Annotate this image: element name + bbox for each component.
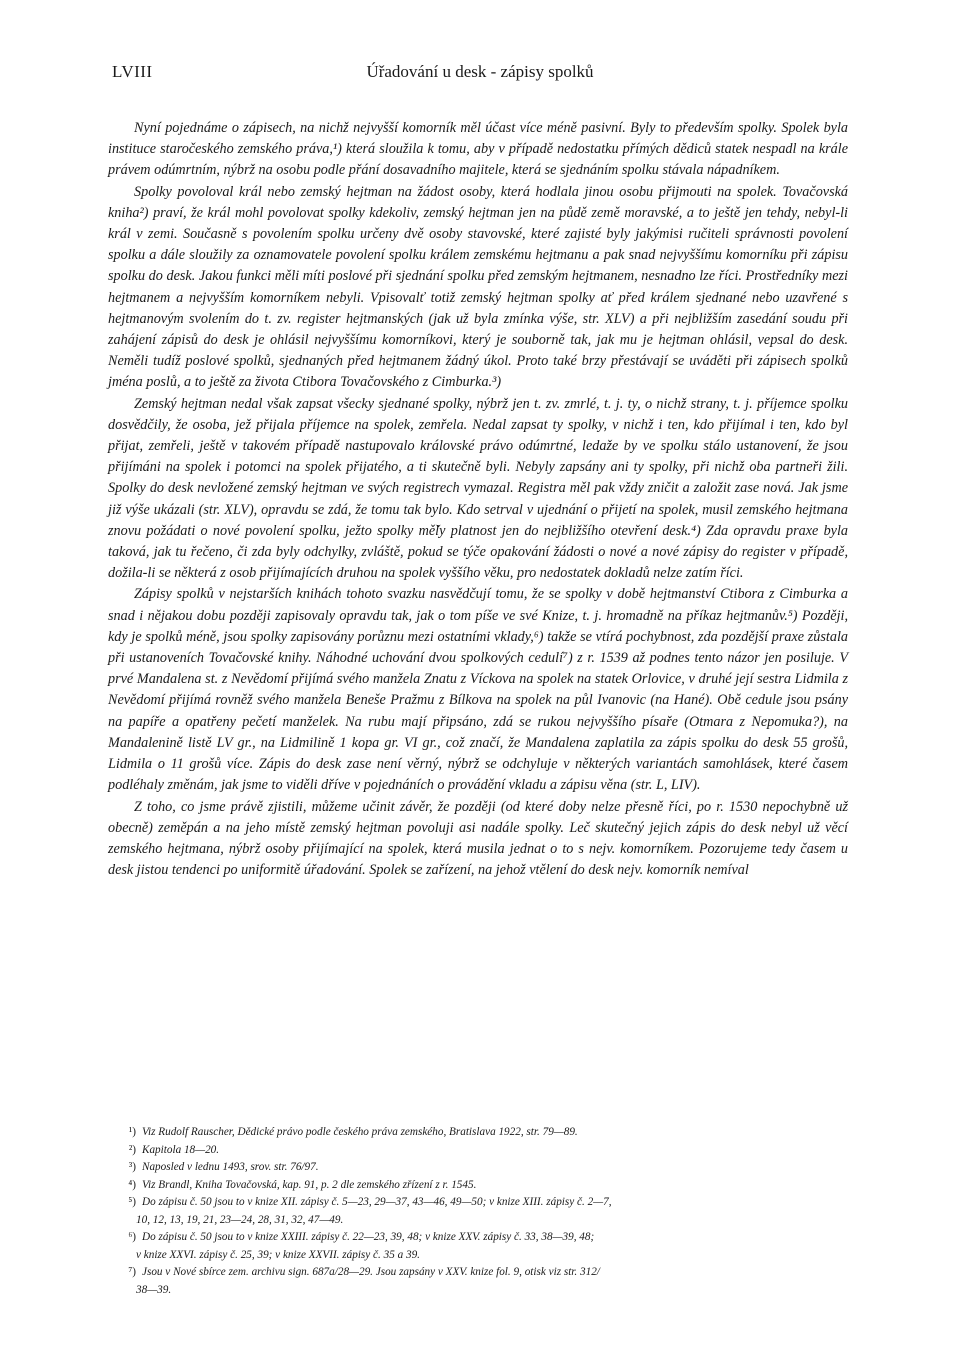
footnote xyxy=(108,1124,848,1142)
page-number: LVIII xyxy=(112,62,153,81)
paragraph: Nyní pojednáme o zápisech, na nichž nejvyšší komorník měl účast více méně pasivní. Byly to především spolky. Spolek byla instituce staročeského zemského práva,¹) která sloužila k tomu, aby v případě nedostatku přímých dědiců statek nespadl na krále právem odúmrtním, nýbrž na osobu podle přání dosavadního majitele, která se sjednáním spolku stávala nápadníkem. xyxy=(108,120,848,179)
footnote-continuation: 10, 12, 13, 19, 21, 23—24, 28, 31, 32, 47—49. xyxy=(136,1213,344,1226)
footnote-continuation: v knize XXVI. zápisy č. 25, 39; v knize XXVII. zápisy č. 35 a 39. xyxy=(136,1248,420,1261)
footnote-mark: ⁶) xyxy=(128,1231,136,1243)
footnote-text: Viz Brandl, Kniha Tovačovská, kap. 91, p. 2 dle zemského zřízení z r. 1545. xyxy=(142,1178,477,1191)
footnote-text: Viz Rudolf Rauscher, Dědické právo podle českého práva zemského, Bratislava 1922, str. 79—89. xyxy=(142,1126,578,1138)
paragraph: Zápisy spolků v nejstarších knihách tohoto svazku nasvědčují tomu, že se spolky v době hejtmanství Ctibora z Cimburka a snad i nějakou dobu později zapisovaly opravdu tak, jak o tom píše ve své Knize, t. j. hromadně na příkaz hejtmanův.⁵) Později, kdy je spolků méně, jsou spolky zapisovány porůznu mezi ostatními vklady,⁶) takže se vtírá pochybnost, zda pozdější praxe zůstala při ustanoveních Tovačovské knihy. Náhodné uchování dvou spolkových cedulí⁷) z r. 1539 až podnes tento názor jen posiluje. V prvé Mandalena st. z Nevědomí přijímá svého manžela Znatu z Víckova na spolek na statek Orlovice, v druhé její sestra Lidmila z Nevědomí přijímá rovněž svého manžela Beneše Pražmu z Bílkova na spolek na půl Ivanovic (na Hané). Obě cedule jsou psány na papíře a opatřeny pečetí manželek. Na rubu mají připsáno, zdá se rukou nejvyššího písaře (Otmara z Nepomuka?), na Mandalenině listě LV gr., na Lidmilině 1 kopa gr. VI gr., což značí, že Mandalena zaplatila za zápis spolku do desk 55 grošů, Lidmila o 11 grošů více. Zápis do desk zase není věrný, nýbrž se odchyluje v některých variantách samohlásek, které časem podléhaly změnám, jak jsme to viděli dříve v pojednáních o provádění vkladu a zápisu věna (str. L, LIV). xyxy=(108,586,848,794)
footnote xyxy=(108,1229,848,1247)
footnote-text: Jsou v Nové sbírce zem. archivu sign. 687a/28—29. Jsou zapsány v XXV. knize fol. 9, otisk viz str. 312/ xyxy=(142,1266,600,1278)
footnote-mark: ⁷) xyxy=(128,1266,136,1278)
footnote-mark: ⁵) xyxy=(128,1196,136,1208)
footnotes xyxy=(108,1124,848,1299)
footnote-text: Do zápisu č. 50 jsou to v knize XXIII. zápisy č. 22—23, 39, 48; v knize XXV. zápisy č. 33, 38—39, 48; xyxy=(142,1231,595,1243)
footnote xyxy=(108,1159,848,1177)
footnote-mark: ²) xyxy=(128,1143,136,1156)
footnote xyxy=(108,1194,848,1212)
footnote-text: Naposled v lednu 1493, srov. str. 76/97. xyxy=(142,1161,319,1173)
footnote-mark: ¹) xyxy=(128,1126,136,1138)
footnote xyxy=(108,1177,848,1195)
footnote-text: Kapitola 18—20. xyxy=(142,1143,220,1156)
body-text xyxy=(108,118,848,881)
paragraph: Zemský hejtman nedal však zapsat všecky sjednané spolky, nýbrž jen t. zv. zmrlé, t. j. ty, o nichž strany, t. j. příjemce spolku dosvědčily, že osoba, jež přijala příjemce na spolek, zemřela. Nedal zapsat ty spolky, v nichž i ten, kdo přijímal i ten, kdo byl přijat, zemřeli, ještě v takovém případě nastupovalo královské právo odúmrtné, ledaže by ve spolku stálo ustanovení, že jsou přijímáni na spolek i potomci na spolek přijatého, a ti skutečně byli. Nebyly zapsány ani ty spolky, při nichž oba partneři žili. Spolky do desk nevložené zemský hejtman ve svých registrech vymazal. Registra měl pak vždy zničit a založit zase nová. Jak jsme již výše ukázali (str. XLV), opravdu se zdá, že tomu tak bylo. Kdo setrval v ujednání o přijetí na spolek, musil zemského hejtmana znovu požádati o nové povolení spolku, ježto spolky mě̌ly platnost jen do nejbližšího otevření desk.⁴) Zda opravdu praxe byla taková, jak tu řečeno, či zda byly odchylky, zvláště, pokud se týče opakování žádosti o nové a nové zápisy do register v případě, dožila-li se některá z osob přijímajících druhou na spolek vyššího věku, pro nedostatek dokladů nelze zatím říci. xyxy=(108,395,848,582)
footnote-continuation: 38—39. xyxy=(136,1283,172,1296)
paragraph: Z toho, co jsme právě zjistili, můžeme učinit závěr, že později (od které doby nelze přesně říci, po r. 1530 nepochybně už obecně) zeměpán a na jeho místě zemský hejtman povoluji asi nadále spolky. Leč skutečný jejich zápis do desk nebyl už věcí zemského hejtmana, nýbrž osoby přijímající na spolek, která musila jednat o to s nejv. komorníkem. Pozorujeme tedy časem u desk jistou tendenci po uniformitě úřadování. Spolek se zařízení, na jehož vtělení do desk nejv. komorník nemíval xyxy=(108,798,848,879)
footnote xyxy=(108,1264,848,1282)
footnote xyxy=(108,1142,848,1160)
footnote-mark: ³) xyxy=(128,1161,136,1173)
page-header xyxy=(112,62,848,92)
footnote-mark: ⁴) xyxy=(128,1178,136,1191)
footnote-text: Do zápisu č. 50 jsou to v knize XII. zápisy č. 5—23, 29—37, 43—46, 49—50; v knize XIII. zápisy č. 2—7, xyxy=(142,1196,612,1208)
paragraph: Spolky povoloval král nebo zemský hejtman na žádost osoby, která hodlala jinou osobu přijmouti na spolek. Tovačovská kniha²) praví, že král mohl povolovat spolky kdekoliv, zemský hejtman jen na půdě země moravské, a to ještě jen tehdy, nebyl-li král v zemi. Současně s povolením spolku určeny dvě osoby stavovské, které zajisté byly jakýmisi ručiteli správnosti povolení spolku a dále sloužily za oznamovatele povolení spolku králem zemskému hejtmanu a pak snad nejvyššímu komorníku při zápisu spolku do desk. Jakou funkci měli míti poslové při sjednání spolku před zemským hejtmanem, nesnadno lze říci. Prostředníky mezi hejtmanem a nejvyšším komorníkem nebyli. Vpisovalť totiž zemský hejtman spolky ať před králem sjednané nebo uzavřené s hejtmanovým svolením do t. zv. register hejtmanských (jak už byla zmínka výše, str. XLV) a při nejbližším zasedání soudu při zahájení zápisů do desk je ohlásil nejvyššímu komorníkovi, který je souborně tak, jak mu je hejtman ohlásil, vepsal do desk. Neměli tudíž poslové spolků, sjednaných před hejtmanem žádný úkol. Proto také brzy přestávají se uváděti při zápisech spolků jména poslů, a to ještě za života Ctibora Tovačovského z Cimburka.³) xyxy=(108,183,848,391)
running-title: Úřadování u desk - zápisy spolků xyxy=(366,62,594,81)
